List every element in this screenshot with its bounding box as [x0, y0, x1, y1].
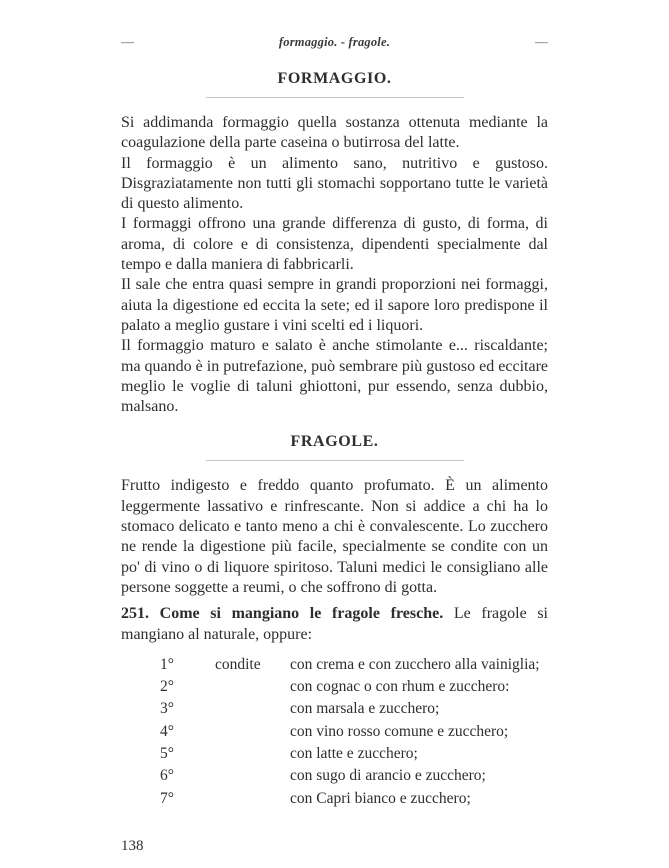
running-header: [121, 34, 548, 50]
item-label: [215, 788, 290, 810]
list-item: [121, 721, 548, 743]
list-item: [121, 788, 548, 810]
title-rule: [206, 460, 464, 461]
item-label: [215, 698, 290, 720]
item-number: 7°: [160, 789, 174, 807]
header-title: formaggio. - fragole.: [278, 35, 391, 49]
item-text: con marsala e zucchero;: [290, 700, 440, 718]
item-label: condite: [215, 655, 261, 673]
item-number: 4°: [160, 722, 174, 740]
paragraph: Si addimanda formaggio quella sostanza ottenuta mediante la coagulazione della parte caseina o butirrosa del latte.: [121, 114, 548, 152]
item-label: [215, 765, 290, 787]
paragraph: Frutto indigesto e freddo quanto profumato. È un alimento leggermente lassativo e rinfrescante. Non si addice a chi ha lo stomaco delicato e tanto meno a chi è convalescente. Lo zucchero ne rende la digestione più facile, specialmente se condite con un po' di vino o di liquore spiritoso. Taluni medici le consigliano alle persone soggette a reumi, o che soffrono di gotta.: [121, 477, 548, 596]
paragraph: Il formaggio maturo e salato è anche stimolante e... riscaldante; ma quando è in putrefazione, può sembrare più gustoso ed eccitare meglio le voglie di taluni ghiottoni, pur essendo, senza dubbio, malsano.: [121, 337, 548, 416]
item-number: 3°: [160, 700, 174, 718]
item-text: con latte e zucchero;: [290, 745, 418, 763]
title-rule: [206, 97, 464, 98]
section-title-formaggio: FORMAGGIO.: [277, 70, 392, 87]
recipe-number-title: 251. Come si mangiano le fragole fresche.: [121, 605, 444, 623]
recipe-lead-rest: Le fragole si mangiano al naturale, oppure:: [121, 605, 548, 643]
paragraph: Il sale che entra quasi sempre in grandi proporzioni nei formaggi, aiuta la digestione ed eccita la sete; ed il sapore loro predispone il palato a meglio gustare i vini scelti ed i liquori.: [121, 276, 548, 334]
header-left-dash: —: [121, 34, 134, 49]
page-footer: [121, 838, 144, 855]
item-text: con Capri bianco e zucchero;: [290, 789, 471, 807]
preparation-list: [121, 654, 548, 810]
item-text: con crema e con zucchero alla vainiglia;: [290, 655, 540, 673]
item-label: [215, 721, 290, 743]
item-text: con cognac o con rhum e zucchero:: [290, 678, 510, 696]
item-number: 1°: [160, 655, 174, 673]
section-fragole: [121, 433, 548, 809]
list-item: [121, 765, 548, 787]
item-number: 2°: [160, 678, 174, 696]
list-item: [121, 676, 548, 698]
list-item: [121, 698, 548, 720]
item-text: con sugo di arancio e zucchero;: [290, 767, 486, 785]
page-number: 138: [121, 838, 144, 854]
item-label: [215, 743, 290, 765]
item-number: 5°: [160, 745, 174, 763]
section-title-fragole: FRAGOLE.: [290, 433, 379, 451]
item-label: [215, 676, 290, 698]
recipe-heading: [121, 604, 548, 645]
list-item: [121, 654, 548, 676]
paragraph: Il formaggio è un alimento sano, nutritivo e gustoso. Disgraziatamente non tutti gli stomachi sopportano tutte le varietà di questo alimento.: [121, 154, 548, 213]
item-text: con vino rosso comune e zucchero;: [290, 722, 509, 740]
list-item: [121, 743, 548, 765]
header-right-dash: —: [534, 34, 548, 49]
paragraph: I formaggi offrono una grande differenza di gusto, di forma, di aroma, di colore e di consistenza, dipendenti specialmente dal tempo e dalla maniera di fabbricarli.: [121, 215, 548, 274]
item-number: 6°: [160, 767, 174, 785]
section-formaggio: [121, 70, 548, 417]
